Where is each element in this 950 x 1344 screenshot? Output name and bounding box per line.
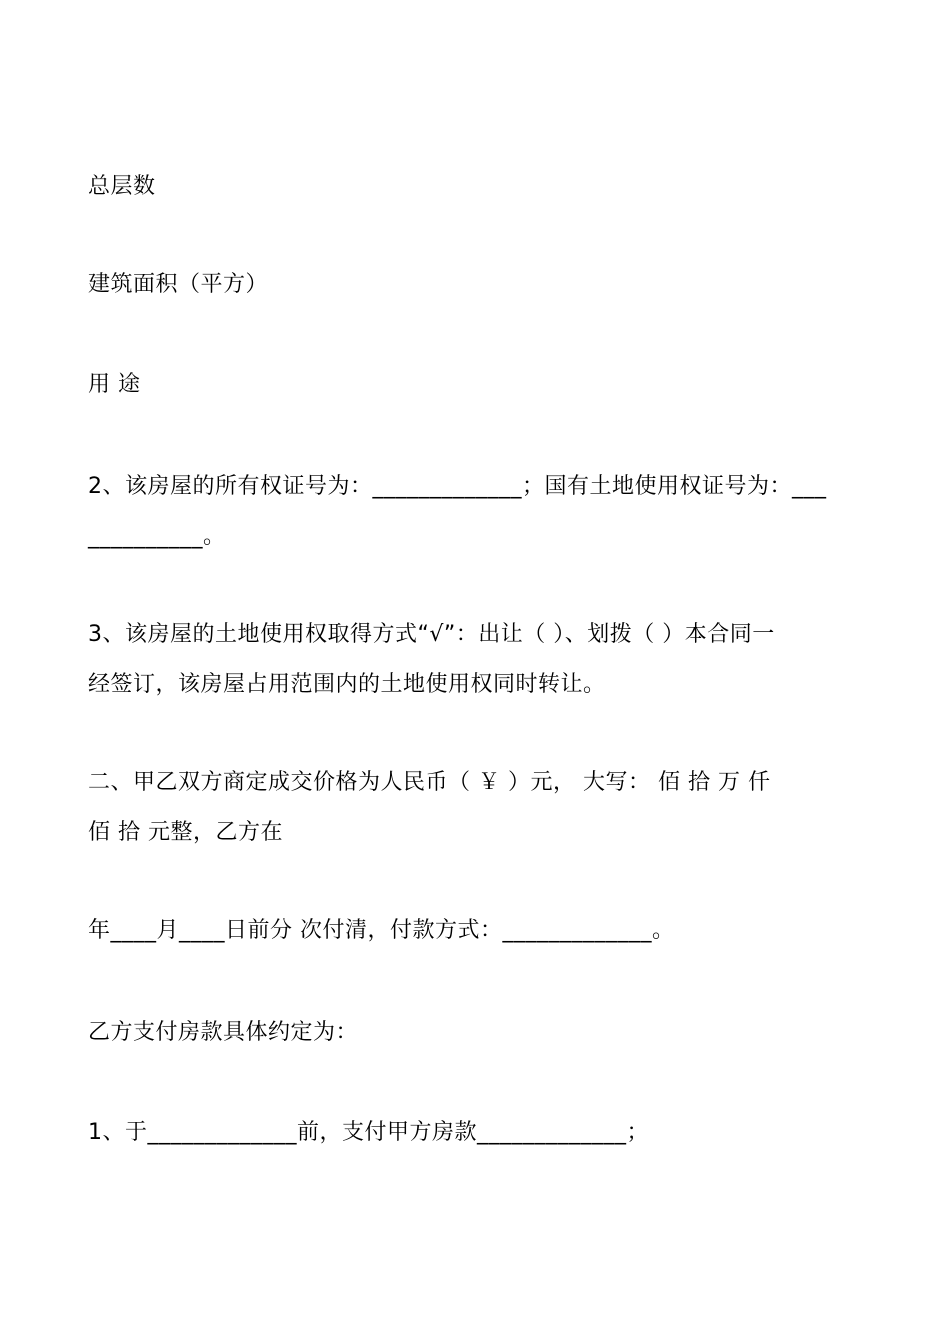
payment-date-line: 年____月____日前分 次付清，付款方式：_____________。 [88, 918, 675, 943]
clause2-line2: __________。 [88, 524, 226, 549]
total-floors-label: 总层数 [88, 174, 156, 199]
building-area-label: 建筑面积（平方） [88, 272, 269, 297]
clause3-line1: 3、该房屋的土地使用权取得方式“√”：出让（ ）、划拨（ ）本合同一 [88, 622, 775, 647]
section2-line1: 二、甲乙双方商定成交价格为人民币（ ￥ ）元， 大写： 佰 拾 万 仟 [88, 770, 771, 795]
payment-item-1: 1、于_____________前，支付甲方房款_____________； [88, 1120, 649, 1145]
clause3-line2: 经签订，该房屋占用范围内的土地使用权同时转让。 [88, 672, 606, 697]
clause2-line1: 2、该房屋的所有权证号为：_____________；国有土地使用权证号为：___ [88, 474, 827, 499]
payment-terms-heading: 乙方支付房款具体约定为： [88, 1020, 359, 1045]
section2-line2: 佰 拾 元整，乙方在 [88, 820, 283, 845]
usage-label: 用 途 [88, 372, 141, 397]
